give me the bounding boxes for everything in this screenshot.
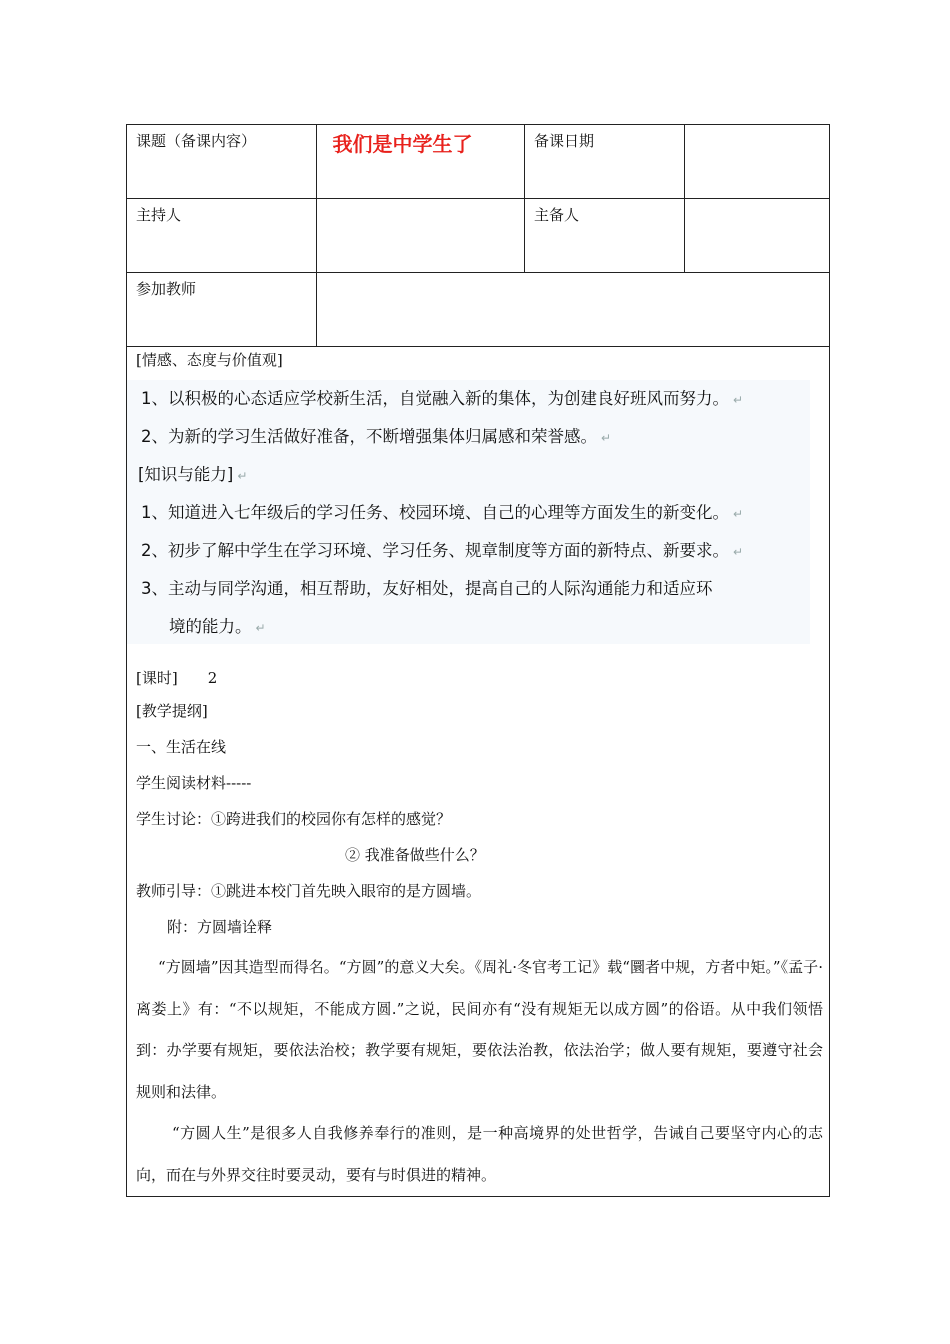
teachers-value (317, 273, 830, 347)
topic-row (127, 125, 830, 199)
teachers-label: 参加教师 (127, 273, 317, 347)
goal-item: 2、初步了解中学生在学习环境、学习任务、规章制度等方面的新特点、新要求。 ↵ (141, 541, 744, 560)
preparer-label: 主备人 (525, 199, 685, 273)
topic-cell (317, 125, 525, 199)
goal-item: 3、主动与同学沟通，相互帮助，友好相处，提高自己的人际沟通能力和适应环 (141, 579, 713, 598)
discussion-line: 学生讨论：①跨进我们的校园你有怎样的感觉？ (136, 810, 452, 828)
lesson-title: 我们是中学生了 (332, 132, 473, 156)
period-line: [课时] 2 (136, 669, 218, 687)
paragraph-mark-icon: ↵ (237, 469, 248, 483)
date-value (685, 125, 830, 199)
guide-line: 教师引导：①跳进本校门首先映入眼帘的是方圆墙。 (136, 882, 482, 900)
knowledge-heading: [知识与能力] ↵ (138, 465, 248, 484)
discussion-line: ② 我准备做些什么？ (345, 846, 485, 864)
teachers-row (127, 273, 830, 347)
host-value (317, 199, 525, 273)
objectives-box (127, 380, 810, 644)
paragraph-mark-icon: ↵ (733, 393, 744, 407)
content-row (127, 347, 830, 1197)
host-row (127, 199, 830, 273)
preparer-value (685, 199, 830, 273)
emotion-heading: [情感、态度与价值观] (136, 351, 283, 369)
content-cell (127, 347, 830, 1197)
date-label: 备课日期 (525, 125, 685, 199)
host-label: 主持人 (127, 199, 317, 273)
topic-label: 课题（备课内容） (127, 125, 317, 199)
paragraph: “方圆墙”因其造型而得名。“方圆”的意义大矣。《周礼·冬官考工记》载“圜者中规，方者中矩。”《孟子·离娄上》有：“不以规矩，不能成方圆.”之说，民间亦有“没有规矩无以成方圆”的俗语。从中我们领悟到：办学要有规矩，要依法治校；教学要有规矩，要依法治教，依法治学；做人要有规矩，要遵守社会规则和法律。 (136, 958, 823, 1101)
lesson-plan-table (126, 124, 830, 1197)
goal-item-continuation: 境的能力。 ↵ (169, 617, 266, 636)
paragraph: “方圆人生”是很多人自我修养奉行的准则，是一种高境界的处世哲学，告诫自己要坚守内心的志向，而在与外界交往时要灵动，要有与时俱进的精神。 (136, 1124, 823, 1184)
paragraph-mark-icon: ↵ (601, 431, 612, 445)
paragraph-mark-icon: ↵ (733, 507, 744, 521)
section-heading: 一、生活在线 (136, 738, 227, 756)
reading-line: 学生阅读材料----- (136, 774, 252, 792)
appendix-heading: 附：方圆墙诠释 (167, 918, 273, 936)
paragraph-mark-icon: ↵ (255, 621, 266, 635)
goal-item: 2、为新的学习生活做好准备，不断增强集体归属感和荣誉感。 ↵ (141, 427, 612, 446)
paragraph-mark-icon: ↵ (733, 545, 744, 559)
outline-heading: [教学提纲] (136, 702, 208, 720)
goal-item: 1、知道进入七年级后的学习任务、校园环境、自己的心理等方面发生的新变化。 ↵ (141, 503, 744, 522)
goal-item: 1、以积极的心态适应学校新生活，自觉融入新的集体，为创建良好班风而努力。 ↵ (141, 389, 744, 408)
